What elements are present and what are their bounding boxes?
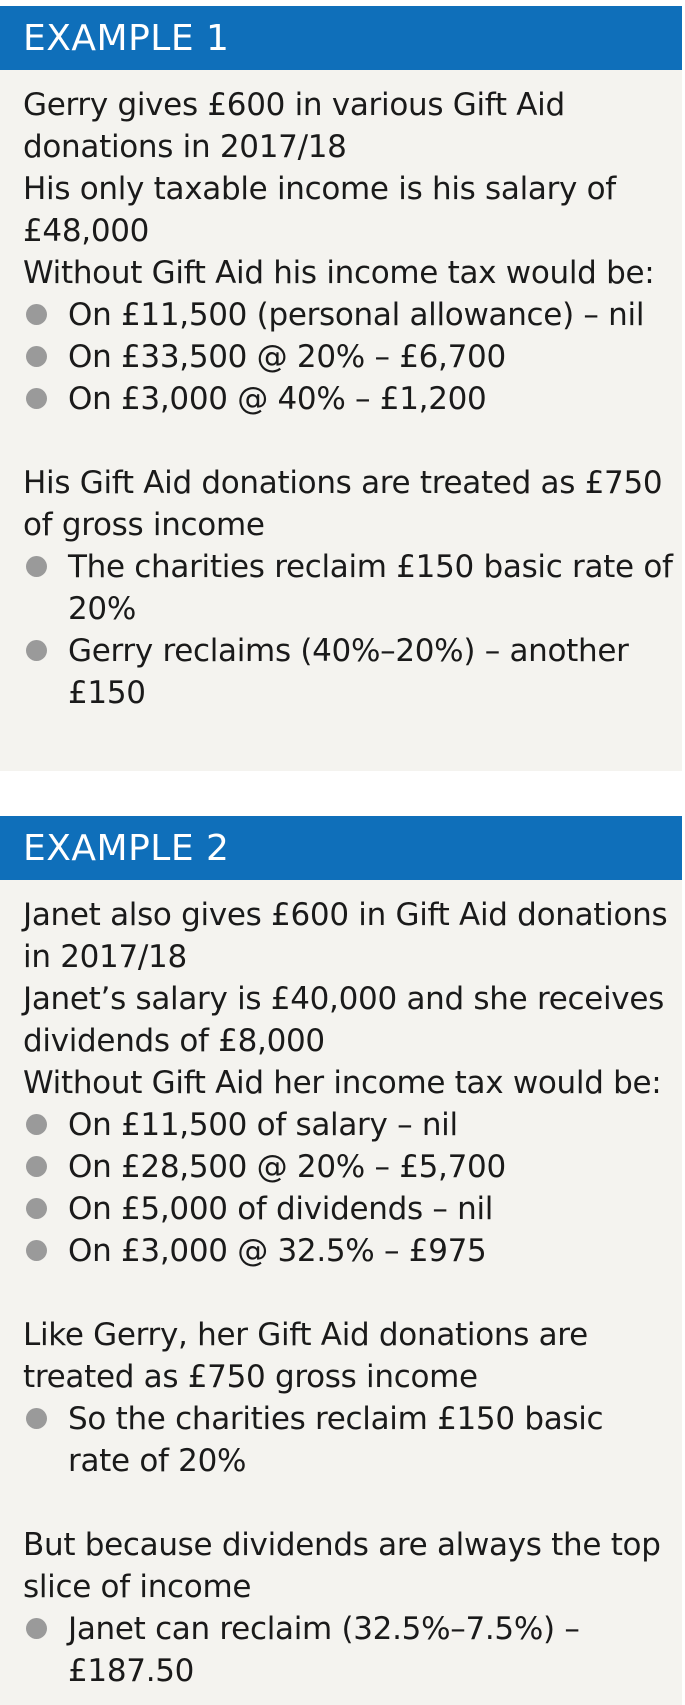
spacer	[23, 1482, 674, 1524]
example-2-intro-line: Janet’s salary is £40,000 and she receives dividends of £8,000	[23, 981, 664, 1059]
example-2-dividend-text: But because dividends are always the top slice of income	[23, 1527, 661, 1605]
example-1-intro-line: His only taxable income is his salary of £48,000	[23, 171, 616, 249]
example-1-reclaim-list	[23, 546, 674, 714]
bullet-dot-icon	[26, 1156, 47, 1177]
bullet-dot-icon	[26, 556, 47, 577]
list-item-text: On £11,500 (personal allowance) – nil	[68, 297, 645, 333]
list-item	[23, 1104, 674, 1146]
example-2-intro-line: Janet also gives £600 in Gift Aid donations in 2017/18	[23, 897, 668, 975]
example-2-title: EXAMPLE 2	[0, 816, 682, 880]
list-item-text: Janet can reclaim (32.5%–7.5%) – £187.50	[68, 1611, 580, 1689]
list-item	[23, 1608, 674, 1692]
example-2-reclaim-list	[23, 1398, 674, 1482]
list-item	[23, 1398, 674, 1482]
list-item-text: Gerry reclaims (40%–20%) – another £150	[68, 633, 629, 711]
example-1-intro-line: Without Gift Aid his income tax would be:	[23, 255, 655, 291]
bullet-dot-icon	[26, 304, 47, 325]
list-item	[23, 1146, 674, 1188]
list-item-text: On £3,000 @ 40% – £1,200	[68, 381, 487, 417]
example-1-title: EXAMPLE 1	[0, 6, 682, 70]
list-item-text: On £5,000 of dividends – nil	[68, 1191, 494, 1227]
example-2-tax-list	[23, 1104, 674, 1272]
spacer	[23, 420, 674, 462]
list-item	[23, 294, 674, 336]
bullet-dot-icon	[26, 1240, 47, 1261]
example-1-gift-aid-text: His Gift Aid donations are treated as £750 of gross income	[23, 465, 663, 543]
bullet-dot-icon	[26, 388, 47, 409]
list-item-text: On £11,500 of salary – nil	[68, 1107, 458, 1143]
list-item	[23, 630, 674, 714]
bullet-dot-icon	[26, 1618, 47, 1639]
list-item-text: On £28,500 @ 20% – £5,700	[68, 1149, 506, 1185]
spacer	[23, 1272, 674, 1314]
example-1-body	[0, 70, 682, 714]
bullet-dot-icon	[26, 1408, 47, 1429]
bullet-dot-icon	[26, 346, 47, 367]
list-item	[23, 1230, 674, 1272]
example-2-intro-line: Without Gift Aid her income tax would be:	[23, 1065, 662, 1101]
list-item-text: The charities reclaim £150 basic rate of 20%	[68, 549, 673, 627]
example-1-intro-line: Gerry gives £600 in various Gift Aid donations in 2017/18	[23, 87, 565, 165]
list-item	[23, 546, 674, 630]
example-1-box	[0, 6, 682, 771]
example-2-gift-aid-text: Like Gerry, her Gift Aid donations are treated as £750 gross income	[23, 1317, 588, 1395]
list-item-text: So the charities reclaim £150 basic rate of 20%	[68, 1401, 604, 1479]
example-2-box	[0, 816, 682, 1705]
list-item	[23, 1188, 674, 1230]
bullet-dot-icon	[26, 1114, 47, 1135]
bullet-dot-icon	[26, 1198, 47, 1219]
example-2-body	[0, 880, 682, 1692]
example-1-tax-list	[23, 294, 674, 420]
list-item-text: On £3,000 @ 32.5% – £975	[68, 1233, 487, 1269]
list-item-text: On £33,500 @ 20% – £6,700	[68, 339, 506, 375]
example-2-dividend-list	[23, 1608, 674, 1692]
list-item	[23, 336, 674, 378]
list-item	[23, 378, 674, 420]
bullet-dot-icon	[26, 640, 47, 661]
